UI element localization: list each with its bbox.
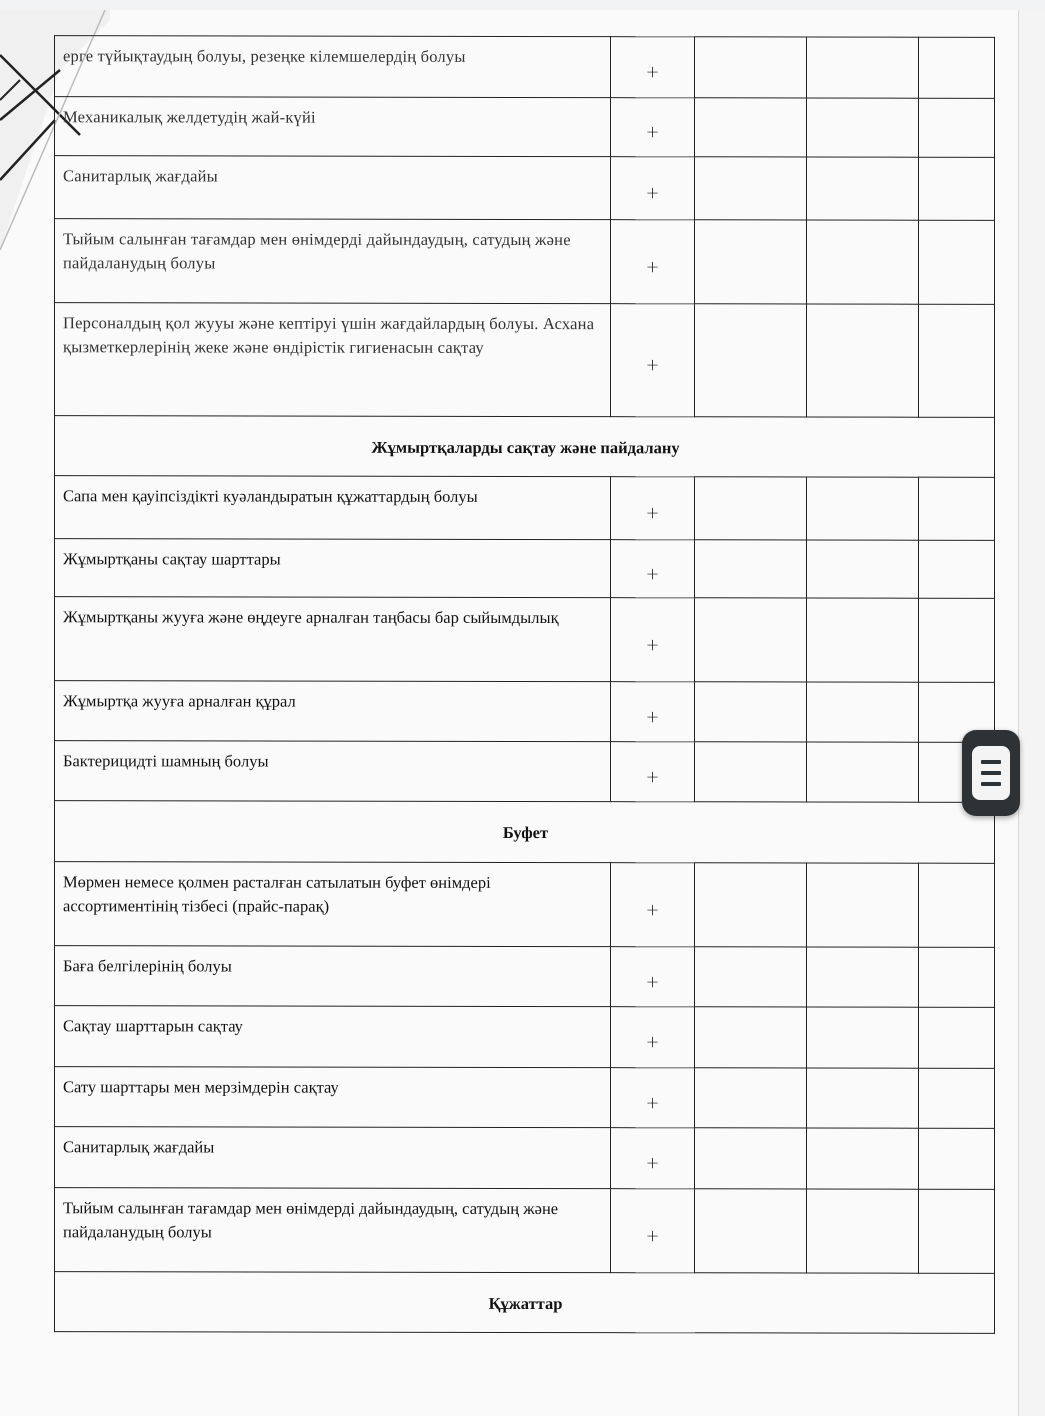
table-row <box>55 476 995 541</box>
empty-cell <box>807 742 919 802</box>
empty-cell <box>695 598 807 682</box>
empty-cell <box>807 98 919 157</box>
criterion-text: Баға белгілерінің болуы <box>55 946 611 1007</box>
empty-cell <box>807 220 919 304</box>
table-row <box>55 219 995 305</box>
criterion-text: Тыйым салынған тағамдар мен өнімдерді дайындаудың, сатудың және пайдаланудың болуы <box>55 219 611 304</box>
criterion-text: Жұмыртқа жууға арналған құрал <box>55 681 611 742</box>
empty-cell <box>919 304 995 417</box>
empty-cell <box>695 1128 807 1189</box>
empty-cell <box>807 540 919 598</box>
table-row <box>55 741 995 803</box>
empty-cell <box>919 477 995 540</box>
table-row <box>55 862 995 948</box>
empty-cell <box>695 682 807 742</box>
criterion-text: Жұмыртқаны сақтау шарттары <box>55 539 611 598</box>
hamburger-menu-icon[interactable] <box>962 730 1020 816</box>
criterion-text: Санитарлық жағдайы <box>55 1127 611 1189</box>
empty-cell <box>807 947 919 1007</box>
criterion-text: Мөрмен немесе қолмен расталған сатылатын буфет өнімдері ассортиментінің тізбесі (прайс-парақ) <box>55 862 611 947</box>
check-mark: + <box>611 1007 695 1068</box>
empty-cell <box>695 304 807 417</box>
check-mark: + <box>611 157 695 220</box>
empty-cell <box>807 304 919 417</box>
check-mark: + <box>611 37 695 98</box>
table-row <box>55 946 995 1008</box>
table-row <box>55 597 995 683</box>
empty-cell <box>807 863 919 947</box>
criterion-text: Санитарлық жағдайы <box>55 156 611 220</box>
empty-cell <box>919 157 995 220</box>
empty-cell <box>695 477 807 540</box>
empty-cell <box>695 98 807 157</box>
empty-cell <box>807 157 919 220</box>
empty-cell <box>695 947 807 1007</box>
table-row <box>55 303 995 418</box>
check-mark: + <box>611 304 695 417</box>
check-mark: + <box>611 1189 695 1273</box>
section-heading: Жұмыртқаларды сақтау және пайдалану <box>55 416 995 478</box>
empty-cell <box>695 540 807 598</box>
section-row <box>55 416 995 478</box>
empty-cell <box>695 863 807 947</box>
empty-cell <box>695 37 807 98</box>
empty-cell <box>919 1068 995 1128</box>
inspection-checklist-table <box>54 35 995 1334</box>
table-row <box>55 1067 995 1129</box>
empty-cell <box>919 863 995 947</box>
empty-cell <box>919 1128 995 1189</box>
empty-cell <box>919 37 995 98</box>
criterion-text: Тыйым салынған тағамдар мен өнімдерді дайындаудың, сатудың және пайдаланудың болуы <box>55 1188 611 1273</box>
criterion-text: Механикалық желдетудің жай-күйі <box>55 97 611 157</box>
empty-cell <box>919 1189 995 1273</box>
menu-handle-inner <box>972 746 1010 800</box>
page-edge <box>1018 10 1045 1416</box>
empty-cell <box>919 947 995 1007</box>
criterion-text: Сапа мен қауіпсіздікті куәландыратын құжаттардың болуы <box>55 476 611 540</box>
section-heading: Құжаттар <box>55 1272 995 1334</box>
empty-cell <box>919 1007 995 1068</box>
check-mark: + <box>611 682 695 742</box>
empty-cell <box>807 477 919 540</box>
empty-cell <box>807 1068 919 1128</box>
criterion-text: Сату шарттары мен мерзімдерін сақтау <box>55 1067 611 1128</box>
table-row <box>55 1127 995 1190</box>
check-mark: + <box>611 1068 695 1128</box>
empty-cell <box>807 37 919 98</box>
criterion-text: Жұмыртқаны жууға және өңдеуге арналған таңбасы бар сыйымдылық <box>55 597 611 682</box>
empty-cell <box>919 598 995 682</box>
check-mark: + <box>611 540 695 598</box>
empty-cell <box>807 598 919 682</box>
check-mark: + <box>611 947 695 1007</box>
check-mark: + <box>611 220 695 304</box>
check-mark: + <box>611 477 695 540</box>
empty-cell <box>807 1189 919 1273</box>
viewer-top-strip <box>0 0 1045 10</box>
table-row <box>55 1006 995 1069</box>
check-mark: + <box>611 98 695 157</box>
checklist-body <box>55 36 995 1334</box>
empty-cell <box>919 98 995 157</box>
empty-cell <box>807 1128 919 1189</box>
empty-cell <box>919 220 995 304</box>
empty-cell <box>807 682 919 742</box>
table-row <box>55 36 995 99</box>
empty-cell <box>695 157 807 220</box>
section-row <box>55 1272 995 1334</box>
table-row <box>55 681 995 743</box>
empty-cell <box>695 220 807 304</box>
check-mark: + <box>611 598 695 682</box>
section-row <box>55 801 995 864</box>
empty-cell <box>695 1189 807 1273</box>
check-mark: + <box>611 1128 695 1189</box>
criterion-text: ерге түйықтаудың болуы, резеңке кілемшелердің болуы <box>55 36 611 98</box>
table-row <box>55 1188 995 1274</box>
table-row <box>55 156 995 221</box>
criterion-text: Сақтау шарттарын сақтау <box>55 1006 611 1068</box>
empty-cell <box>695 742 807 802</box>
section-heading: Буфет <box>55 801 995 864</box>
empty-cell <box>919 540 995 598</box>
empty-cell <box>695 1068 807 1128</box>
check-mark: + <box>611 863 695 947</box>
empty-cell <box>695 1007 807 1068</box>
empty-cell <box>807 1007 919 1068</box>
table-row <box>55 539 995 599</box>
criterion-text: Персоналдың қол жууы және кептіруі үшін жағдайлардың болуы. Асхана қызметкерлерінің жеке және өндірістік гигиенасын сақтау <box>55 303 611 417</box>
table-row <box>55 97 995 158</box>
criterion-text: Бактерицидті шамның болуы <box>55 741 611 802</box>
check-mark: + <box>611 742 695 802</box>
